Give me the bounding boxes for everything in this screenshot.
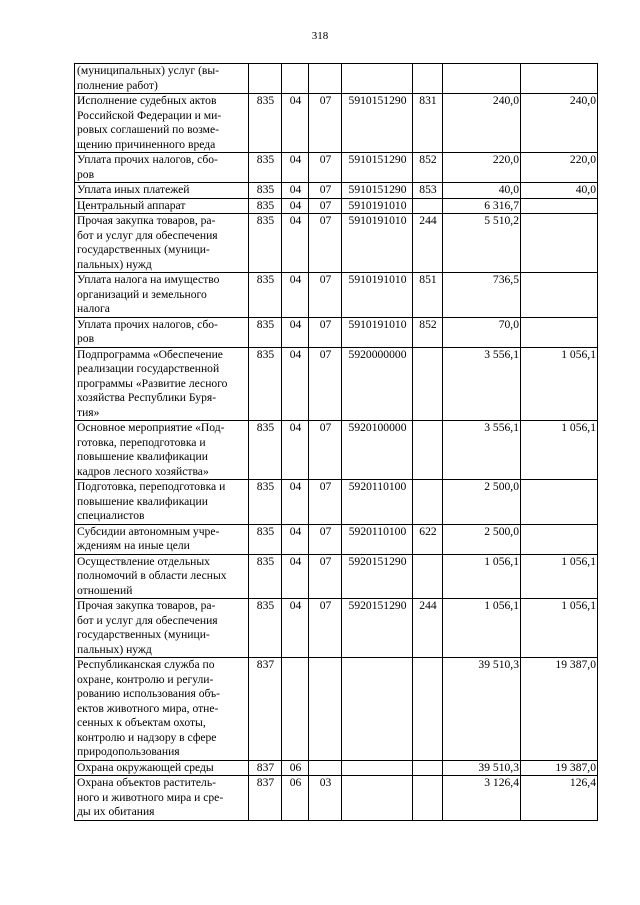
cell-name: Подготовка, переподготовка и повышение квалификации специалистов (75, 480, 249, 525)
cell-amount-1: 40,0 (443, 183, 521, 199)
cell-amount-2: 126,4 (521, 776, 598, 821)
cell-expense-type: 852 (413, 317, 443, 347)
cell-subsection-code: 07 (309, 554, 342, 599)
cell-expense-type: 244 (413, 214, 443, 273)
cell-subsection-code (309, 658, 342, 761)
cell-name: Уплата прочих налогов, сбо- ров (75, 153, 249, 183)
cell-subsection-code: 07 (309, 480, 342, 525)
cell-section-code: 04 (282, 317, 309, 347)
table-row (75, 554, 598, 599)
cell-amount-1: 39 510,3 (443, 658, 521, 761)
cell-expense-type (413, 198, 443, 214)
cell-section-code: 04 (282, 524, 309, 554)
cell-amount-1: 2 500,0 (443, 524, 521, 554)
cell-section-code: 04 (282, 153, 309, 183)
cell-ministry-code: 835 (249, 183, 282, 199)
cell-expense-type (413, 421, 443, 480)
cell-expense-type: 622 (413, 524, 443, 554)
cell-amount-1: 3 556,1 (443, 347, 521, 421)
cell-ministry-code: 835 (249, 273, 282, 318)
table-row (75, 480, 598, 525)
cell-expense-type (413, 64, 443, 94)
cell-ministry-code: 837 (249, 760, 282, 776)
cell-ministry-code: 835 (249, 524, 282, 554)
cell-expense-type (413, 658, 443, 761)
cell-section-code (282, 658, 309, 761)
cell-amount-2: 1 056,1 (521, 421, 598, 480)
table-row (75, 776, 598, 821)
cell-subsection-code: 07 (309, 347, 342, 421)
table-row (75, 214, 598, 273)
cell-section-code: 04 (282, 198, 309, 214)
table-row (75, 198, 598, 214)
cell-name: Уплата прочих налогов, сбо- ров (75, 317, 249, 347)
table-row (75, 64, 598, 94)
cell-ministry-code: 835 (249, 317, 282, 347)
cell-expense-type: 852 (413, 153, 443, 183)
cell-name: Прочая закупка товаров, ра- бот и услуг для обеспечения государственных (муници- пальных) нужд (75, 214, 249, 273)
table-row (75, 658, 598, 761)
cell-subsection-code: 07 (309, 524, 342, 554)
cell-ministry-code: 837 (249, 776, 282, 821)
cell-target-article (342, 776, 413, 821)
cell-amount-1: 240,0 (443, 94, 521, 153)
cell-target-article: 5910191010 (342, 317, 413, 347)
table-row (75, 421, 598, 480)
cell-subsection-code: 07 (309, 198, 342, 214)
cell-expense-type (413, 347, 443, 421)
cell-ministry-code: 837 (249, 658, 282, 761)
cell-amount-1: 2 500,0 (443, 480, 521, 525)
cell-section-code: 06 (282, 760, 309, 776)
cell-target-article: 5920151290 (342, 554, 413, 599)
cell-amount-2: 19 387,0 (521, 658, 598, 761)
table-row (75, 153, 598, 183)
cell-target-article: 5910191010 (342, 198, 413, 214)
cell-section-code: 04 (282, 273, 309, 318)
cell-section-code: 06 (282, 776, 309, 821)
cell-target-article (342, 658, 413, 761)
cell-amount-2 (521, 273, 598, 318)
cell-name: Осуществление отдельных полномочий в области лесных отношений (75, 554, 249, 599)
table-row (75, 760, 598, 776)
cell-name: Подпрограмма «Обеспечение реализации государственной программы «Развитие лесного хозяйства Республики Буря- тия» (75, 347, 249, 421)
cell-name: (муниципальных) услуг (вы- полнение работ) (75, 64, 249, 94)
cell-target-article: 5910151290 (342, 183, 413, 199)
cell-target-article: 5920110100 (342, 480, 413, 525)
cell-expense-type: 831 (413, 94, 443, 153)
table-row (75, 347, 598, 421)
cell-ministry-code: 835 (249, 153, 282, 183)
table-row (75, 317, 598, 347)
cell-expense-type (413, 760, 443, 776)
cell-expense-type (413, 776, 443, 821)
cell-amount-1: 39 510,3 (443, 760, 521, 776)
cell-section-code: 04 (282, 599, 309, 658)
cell-subsection-code: 07 (309, 599, 342, 658)
page-number: 318 (311, 30, 329, 42)
cell-name: Прочая закупка товаров, ра- бот и услуг для обеспечения государственных (муници- пальных) нужд (75, 599, 249, 658)
cell-ministry-code (249, 64, 282, 94)
cell-amount-2: 1 056,1 (521, 347, 598, 421)
cell-ministry-code: 835 (249, 214, 282, 273)
cell-ministry-code: 835 (249, 94, 282, 153)
table-row (75, 273, 598, 318)
cell-amount-1: 736,5 (443, 273, 521, 318)
cell-ministry-code: 835 (249, 421, 282, 480)
cell-amount-1: 3 556,1 (443, 421, 521, 480)
cell-name: Республиканская служба по охране, контролю и регули- рованию использования объ- ектов животного мира, отне- сенных к объектам охоты, контролю и надзору в сфере природопользования (75, 658, 249, 761)
table-row (75, 524, 598, 554)
cell-amount-2 (521, 198, 598, 214)
cell-amount-2: 240,0 (521, 94, 598, 153)
cell-name: Исполнение судебных актов Российской Федерации и ми- ровых соглашений по возме- щению причиненного вреда (75, 94, 249, 153)
table-row (75, 599, 598, 658)
cell-target-article: 5920000000 (342, 347, 413, 421)
cell-subsection-code: 03 (309, 776, 342, 821)
cell-ministry-code: 835 (249, 599, 282, 658)
cell-name: Охрана окружающей среды (75, 760, 249, 776)
cell-amount-2 (521, 524, 598, 554)
cell-expense-type (413, 554, 443, 599)
cell-amount-2: 220,0 (521, 153, 598, 183)
cell-expense-type: 851 (413, 273, 443, 318)
cell-subsection-code: 07 (309, 317, 342, 347)
cell-subsection-code (309, 64, 342, 94)
cell-amount-1: 5 510,2 (443, 214, 521, 273)
table-row (75, 94, 598, 153)
cell-amount-1: 220,0 (443, 153, 521, 183)
cell-name: Основное мероприятие «Под- готовка, переподготовка и повышение квалификации кадров лесного хозяйства» (75, 421, 249, 480)
budget-table-body (75, 64, 598, 821)
cell-amount-2: 19 387,0 (521, 760, 598, 776)
cell-section-code: 04 (282, 421, 309, 480)
cell-amount-2 (521, 64, 598, 94)
cell-ministry-code: 835 (249, 347, 282, 421)
cell-name: Уплата иных платежей (75, 183, 249, 199)
table-row (75, 183, 598, 199)
cell-target-article: 5920151290 (342, 599, 413, 658)
cell-subsection-code: 07 (309, 153, 342, 183)
cell-ministry-code: 835 (249, 554, 282, 599)
cell-section-code: 04 (282, 214, 309, 273)
cell-expense-type: 244 (413, 599, 443, 658)
cell-section-code: 04 (282, 94, 309, 153)
cell-subsection-code: 07 (309, 273, 342, 318)
cell-target-article (342, 64, 413, 94)
cell-subsection-code: 07 (309, 94, 342, 153)
cell-target-article: 5910151290 (342, 153, 413, 183)
cell-section-code: 04 (282, 347, 309, 421)
cell-amount-2: 40,0 (521, 183, 598, 199)
cell-section-code: 04 (282, 554, 309, 599)
cell-subsection-code: 07 (309, 183, 342, 199)
cell-amount-2 (521, 480, 598, 525)
cell-amount-2: 1 056,1 (521, 554, 598, 599)
cell-target-article: 5920110100 (342, 524, 413, 554)
cell-target-article: 5910191010 (342, 214, 413, 273)
cell-target-article (342, 760, 413, 776)
cell-name: Центральный аппарат (75, 198, 249, 214)
cell-name: Уплата налога на имущество организаций и земельного налога (75, 273, 249, 318)
cell-amount-1: 1 056,1 (443, 554, 521, 599)
cell-amount-1: 70,0 (443, 317, 521, 347)
cell-section-code (282, 64, 309, 94)
cell-ministry-code: 835 (249, 480, 282, 525)
cell-amount-1: 6 316,7 (443, 198, 521, 214)
cell-amount-2 (521, 317, 598, 347)
cell-name: Субсидии автономным учре- ждениям на иные цели (75, 524, 249, 554)
cell-target-article: 5920100000 (342, 421, 413, 480)
cell-amount-1: 1 056,1 (443, 599, 521, 658)
cell-subsection-code (309, 760, 342, 776)
cell-amount-2 (521, 214, 598, 273)
cell-subsection-code: 07 (309, 421, 342, 480)
cell-expense-type: 853 (413, 183, 443, 199)
cell-section-code: 04 (282, 183, 309, 199)
cell-ministry-code: 835 (249, 198, 282, 214)
cell-amount-1: 3 126,4 (443, 776, 521, 821)
budget-table (74, 63, 598, 821)
cell-section-code: 04 (282, 480, 309, 525)
cell-expense-type (413, 480, 443, 525)
cell-name: Охрана объектов раститель- ного и животного мира и сре- ды их обитания (75, 776, 249, 821)
cell-subsection-code: 07 (309, 214, 342, 273)
cell-target-article: 5910151290 (342, 94, 413, 153)
cell-target-article: 5910191010 (342, 273, 413, 318)
cell-amount-1 (443, 64, 521, 94)
cell-amount-2: 1 056,1 (521, 599, 598, 658)
